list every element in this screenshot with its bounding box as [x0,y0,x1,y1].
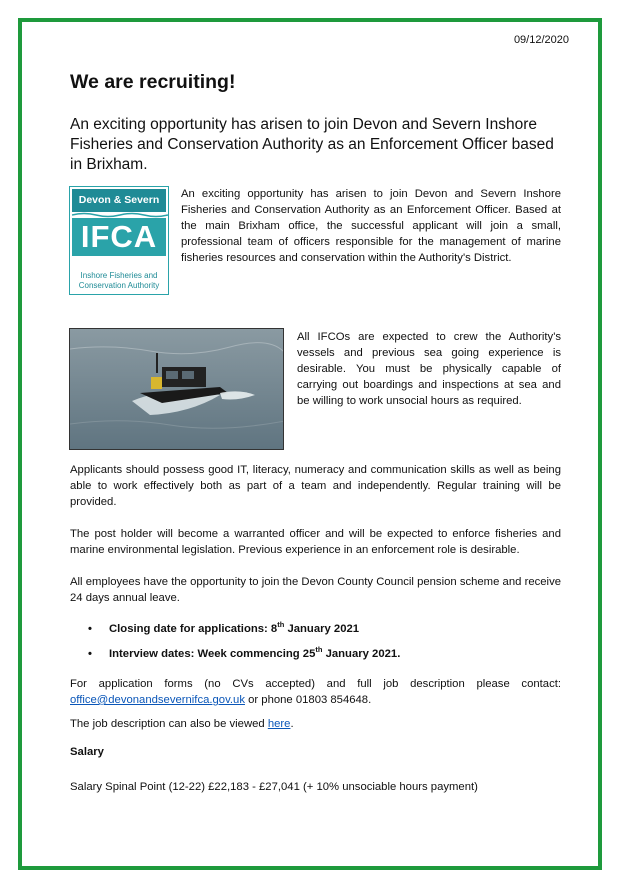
interview-date-item [88,646,558,671]
contact-email-link[interactable]: office@devonandsevernifca.gov.uk [70,694,245,706]
logo-tagline-line-1: Inshore Fisheries and [80,271,158,280]
pension-paragraph: All employees have the opportunity to join the Devon County Council pension scheme and receive 24 days annual leave. [70,576,561,604]
closing-date-item [88,621,558,646]
closing-date-suffix: th [277,620,285,630]
job-description-text: The job description can also be viewed [70,718,268,730]
ifco-paragraph: All IFCOs are expected to crew the Authority's vessels and previous sea going experience is desirable. You must be physically capable of carrying out boardings and inspections at sea and be willing to work unsocial hours as required. [297,331,561,407]
skills-paragraph: Applicants should possess good IT, literacy, numeracy and communication skills as well as being able to work effectively both as part of a team and independently. Regular training will be provided. [70,464,561,508]
interview-date-label: Interview dates: Week commencing 25 [109,648,316,660]
contact-text: For application forms (no CVs accepted) and full job description please contact: [70,678,561,690]
closing-date-label: Closing date for applications: 8 [109,623,278,635]
intro-paragraph: An exciting opportunity has arisen to join Devon and Severn Inshore Fisheries and Conservation Authority as an Enforcement Officer. Based at the main Brixham office, the successful applicant will join a small, professional team of officers responsible for the management of marine fisheries resources and conservation within the Authority's District. [181,188,561,264]
document-date: 09/12/2020 [513,34,569,46]
page-title: We are recruiting! [70,71,236,93]
logo-tagline-line-2: Conservation Authority [78,281,160,290]
interview-date-month: January 2021. [322,648,401,660]
contact-phone-text: or phone 01803 854648. [244,694,372,706]
patrol-boat-photo [69,328,284,450]
ifca-logo [69,186,169,295]
logo-main-text: IFCA [72,218,166,256]
interview-date-suffix: th [315,645,323,655]
closing-date-month: January 2021 [284,623,360,635]
logo-top-text: Devon & Severn [72,189,166,212]
job-description-period: . [290,718,294,730]
job-description-paragraph [70,716,561,732]
logo-tagline [71,271,167,291]
salary-text: Salary Spinal Point (12-22) £22,183 - £27,041 (+ 10% unsociable hours payment) [70,781,478,793]
patrol-boat-image [70,329,284,450]
page-subtitle: An exciting opportunity has arisen to join Devon and Severn Inshore Fisheries and Conservation Authority as an Enforcement Officer based in Brixham. [70,116,554,173]
key-dates-list [88,621,558,671]
warrant-paragraph: The post holder will become a warranted officer and will be expected to enforce fisheries and marine environmental legislation. Previous experience in an enforcement role is desirable. [70,528,561,556]
salary-heading: Salary [70,746,104,758]
contact-paragraph [70,676,561,708]
job-description-link[interactable]: here [267,718,291,730]
